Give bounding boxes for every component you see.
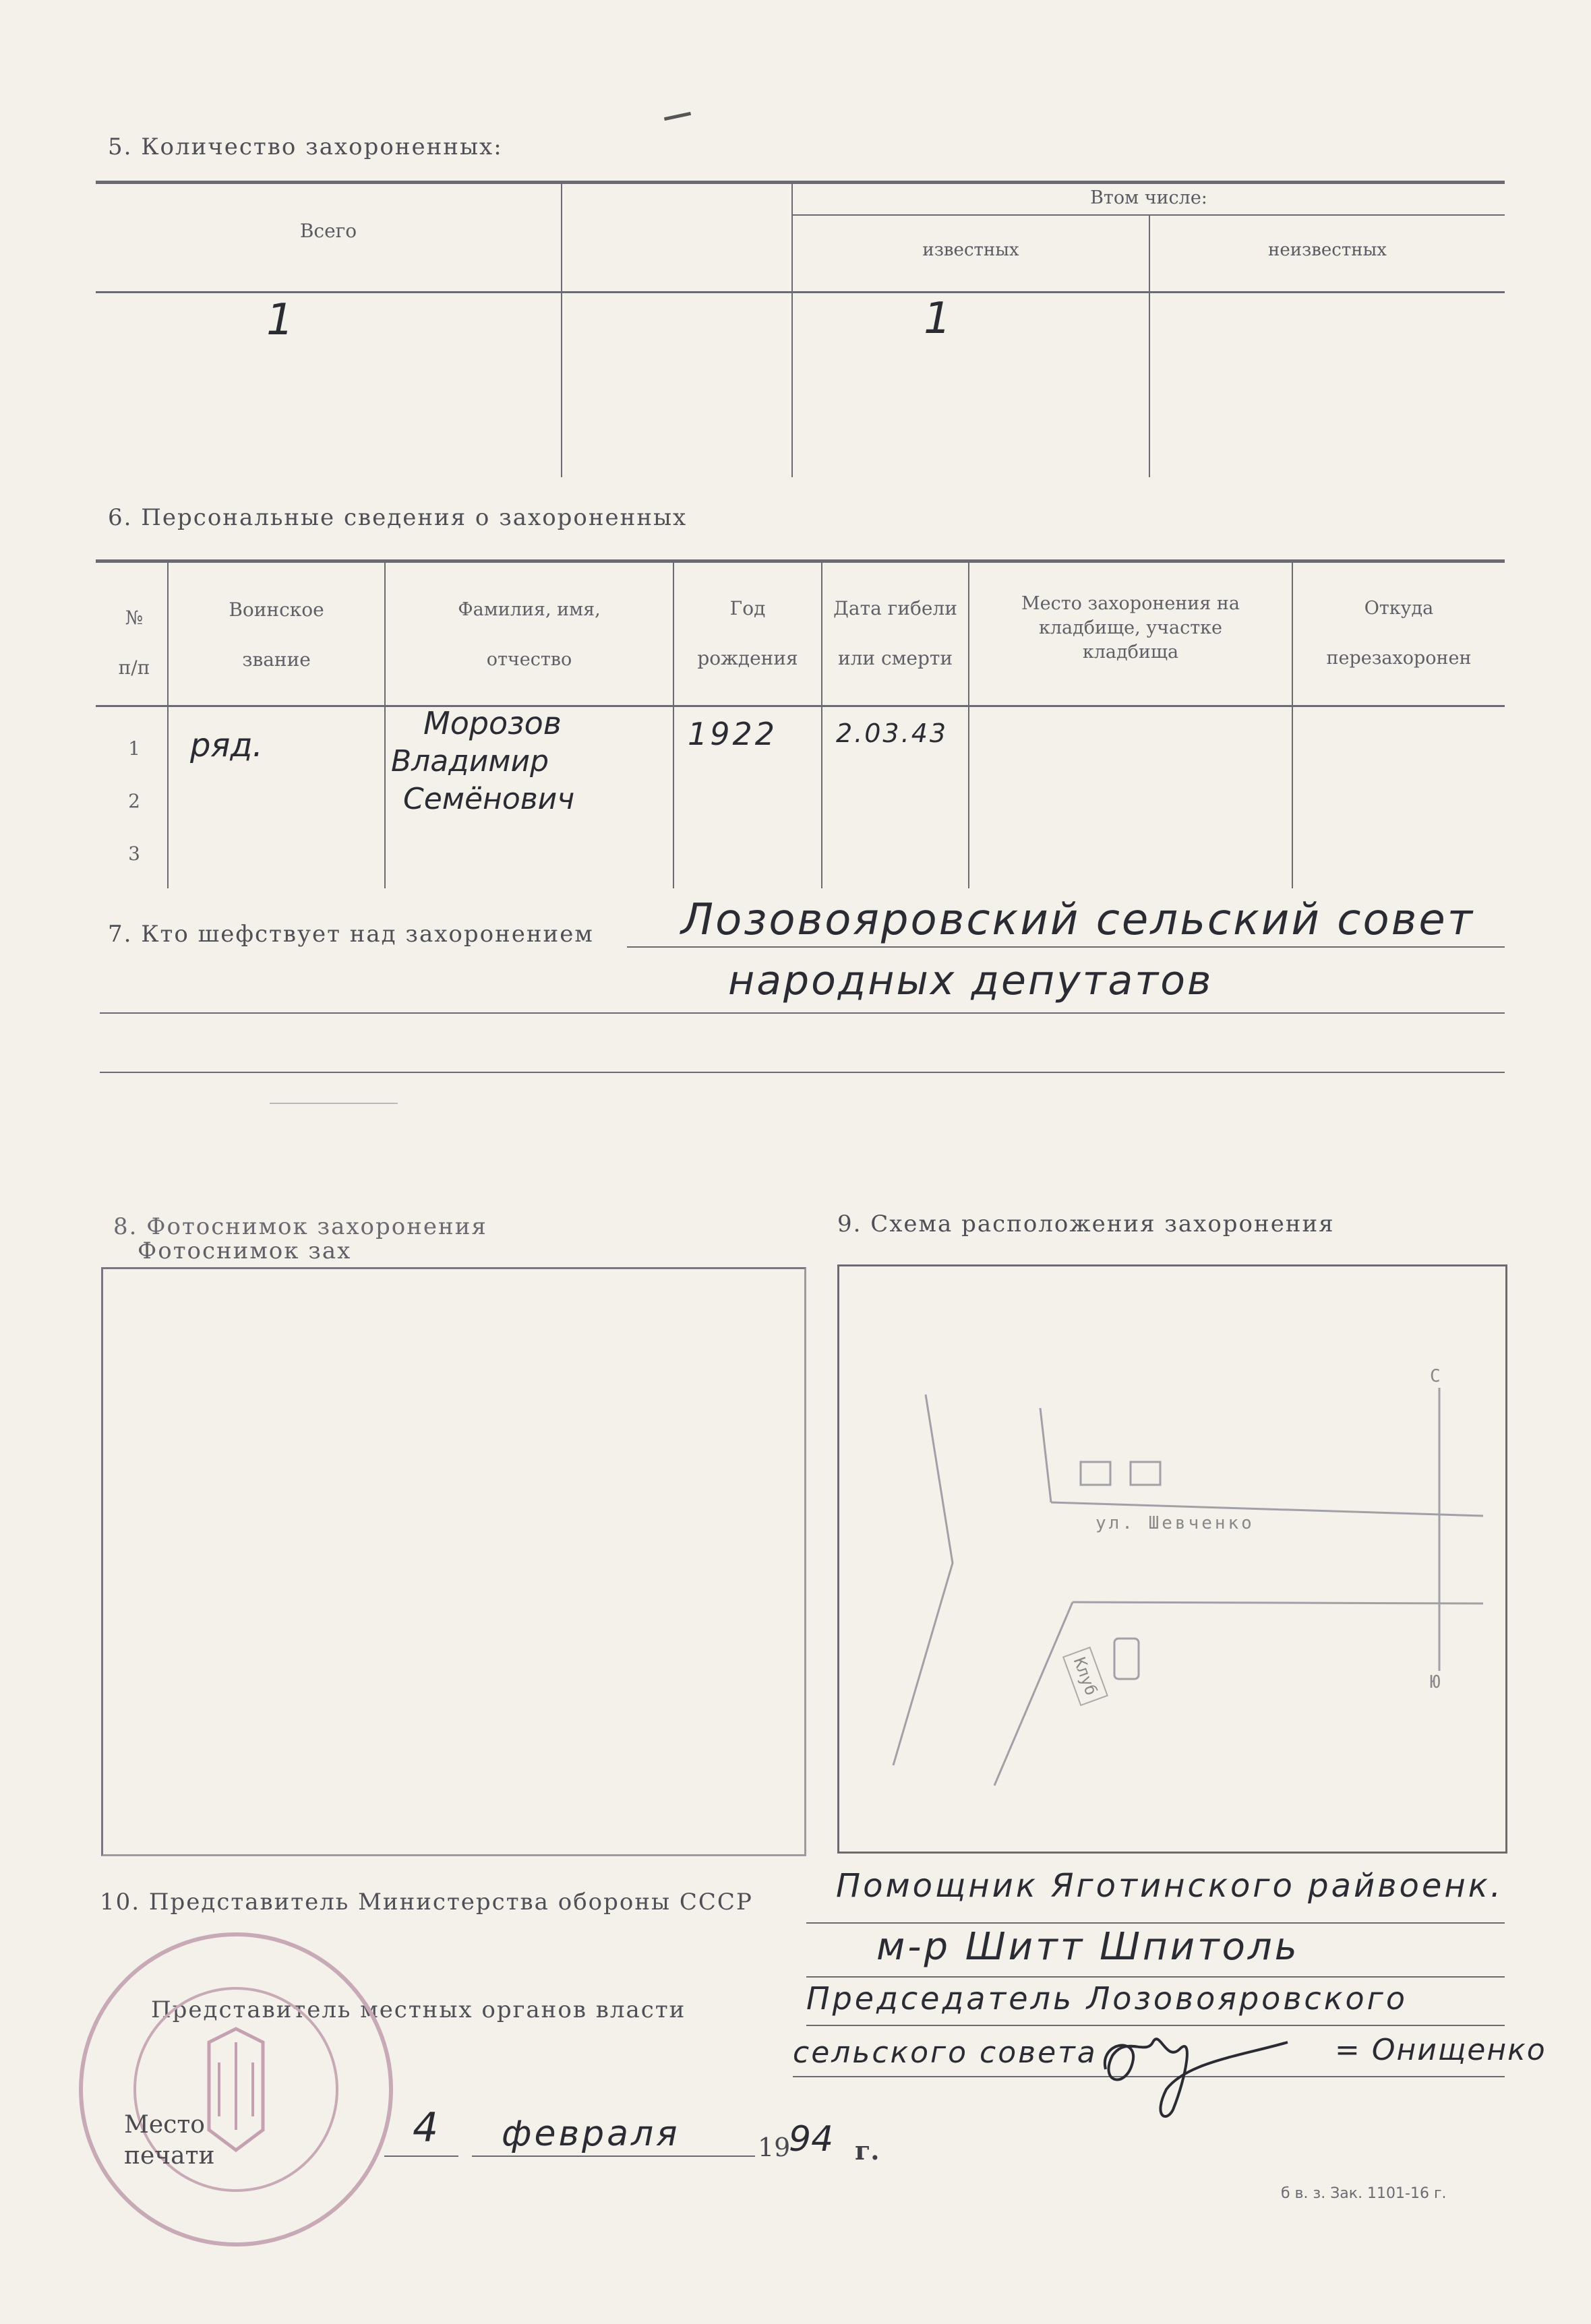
date-month: февраля (502, 2114, 680, 2154)
known-value: 1 (924, 294, 951, 344)
building-1 (1081, 1462, 1110, 1485)
col-including-header: Втом числе: (1090, 187, 1207, 208)
row-number-2: 2 (128, 790, 140, 812)
hdr-from (1293, 584, 1505, 683)
hdr-rank (169, 585, 384, 685)
hdr-born-line1: Год (729, 597, 766, 619)
grave-marker (1114, 1639, 1139, 1679)
entry-died: 2.03.43 (836, 718, 949, 748)
hdr-place-line2: кладбище, участке (1039, 617, 1222, 638)
patron-line2: народных депутатов (728, 957, 1213, 1004)
street-label: ул. Шевченко (1095, 1513, 1255, 1533)
entry-name-line3: Семёнович (403, 782, 575, 816)
hdr-rank-line1: Воинское (229, 599, 324, 621)
road-diagonal (994, 1602, 1073, 1785)
mod-underline-2 (806, 1976, 1505, 1978)
scheme-frame (837, 1264, 1507, 1854)
printer-imprint: б в. з. Зак. 1101-16 г. (1281, 2185, 1447, 2202)
building-2 (1131, 1462, 1160, 1485)
hdr-born (674, 584, 821, 683)
col-known-header: известных (922, 240, 1019, 260)
total-value: 1 (266, 295, 294, 345)
hdr-place (969, 592, 1292, 665)
road-upper-left (1040, 1408, 1051, 1502)
section8-ghost-title: Фотоснимок зах (138, 1237, 352, 1264)
date-year-g: г. (855, 2135, 880, 2166)
patron-line1: Лозовояровский сельский совет (681, 895, 1474, 945)
ink-mark (664, 112, 691, 121)
hdr-name-line2: отчество (486, 649, 572, 670)
hdr-num-line2: п/п (118, 656, 150, 679)
row-number-3: 3 (128, 843, 140, 865)
local-rep-surname: = Онищенко (1335, 2033, 1547, 2067)
stamp-place-line1: Место (124, 2111, 205, 2139)
mod-rep-line2: м-р Шитт Шпитоль (876, 1925, 1300, 1969)
section7-title: 7. Кто шефствует над захоронением (108, 921, 594, 948)
local-rep-line2: сельского совета (793, 2036, 1098, 2070)
hdr-place-line3: кладбища (1082, 642, 1179, 663)
table5-vline-1 (561, 182, 562, 477)
section5-title: 5. Количество захороненных: (108, 133, 503, 160)
table6-top-rule (96, 559, 1505, 563)
mod-rep-line1: Помощник Яготинского райвоенк. (836, 1867, 1504, 1905)
official-seal (74, 1928, 398, 2251)
hdr-born-line2: рождения (697, 647, 798, 669)
entry-born: 1922 (688, 716, 778, 752)
hdr-from-line1: Откуда (1364, 598, 1434, 619)
patron-underline-3 (100, 1072, 1505, 1073)
hdr-num-line1: № (125, 607, 144, 629)
club-label: Клуб (1062, 1647, 1108, 1706)
location-scheme (839, 1266, 1505, 1852)
hdr-died-line2: или смерти (837, 647, 953, 669)
hdr-name-line1: Фамилия, имя, (458, 599, 601, 620)
stamp-place-label (124, 2110, 214, 2172)
section8-title: 8. Фотоснимок захоронения (113, 1213, 487, 1240)
section6-title: 6. Персональные сведения о захороненных (108, 504, 688, 531)
col-total-header: Всего (299, 220, 357, 242)
hdr-from-line2: перезахоронен (1326, 648, 1472, 669)
signature (1085, 2015, 1301, 2137)
entry-rank: ряд. (190, 727, 263, 764)
date-month-underline (472, 2155, 755, 2157)
hdr-name (386, 585, 673, 685)
south-label: Ю (1430, 1672, 1441, 1692)
hdr-rank-line2: звание (242, 648, 311, 671)
north-label: С (1430, 1366, 1441, 1386)
street-lower-edge (1073, 1602, 1483, 1603)
hdr-num (101, 593, 167, 693)
local-rep-line1: Председатель Лозовояровского (806, 1980, 1408, 2017)
faint-rule (270, 1103, 398, 1104)
col-unknown-header: неизвестных (1268, 240, 1387, 260)
section9-title: 9. Схема расположения захоронения (837, 1211, 1335, 1237)
entry-name-line2: Владимир (391, 744, 549, 778)
date-day: 4 (413, 2104, 439, 2151)
patron-underline-2 (100, 1012, 1505, 1014)
road-left (893, 1395, 953, 1765)
hdr-place-line1: Место захоронения на (1021, 593, 1240, 614)
mod-underline-1 (806, 1922, 1505, 1924)
date-year-prefix: 19 (758, 2133, 791, 2162)
hdr-died (822, 584, 968, 683)
table6-header-rule (96, 705, 1505, 707)
patron-underline-1 (627, 946, 1505, 948)
photo-frame (101, 1267, 806, 1856)
row-number-1: 1 (128, 737, 140, 760)
local-rep-label: Представитель местных органов власти (151, 1996, 686, 2023)
hdr-died-line1: Дата гибели (833, 597, 957, 619)
mod-rep-label: 10. Представитель Министерства обороны СССР (100, 1889, 753, 1916)
entry-name-line1: Морозов (423, 705, 562, 741)
date-day-underline (384, 2155, 458, 2157)
table5-header-rule (96, 291, 1505, 293)
date-year-suffix: 94 (789, 2119, 834, 2160)
stamp-place-line2: печати (124, 2142, 215, 2170)
